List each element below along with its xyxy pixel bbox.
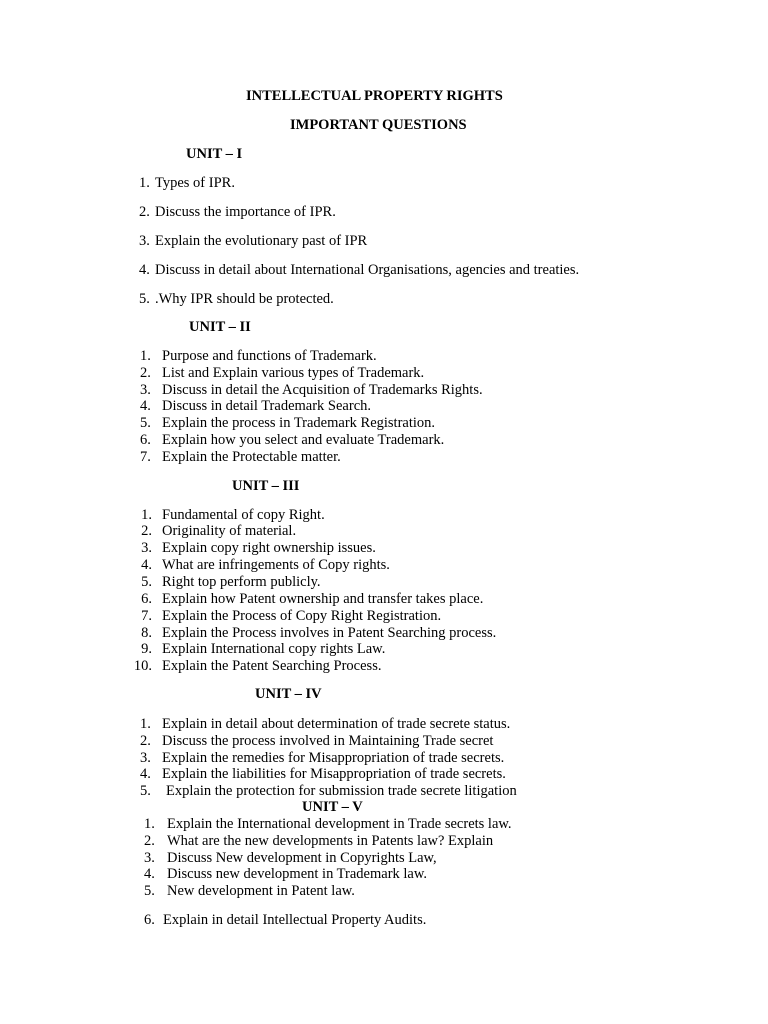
question-text: Explain the liabilities for Misappropriation of trade secrets. <box>162 766 506 782</box>
question-text: Explain International copy rights Law. <box>162 641 386 657</box>
question-number: 6. <box>140 432 151 448</box>
unit-heading: UNIT – V <box>302 799 363 815</box>
question-text: Types of IPR. <box>155 175 235 191</box>
question-number: 3. <box>141 540 152 556</box>
question-text: Explain the process in Trademark Registration. <box>162 415 436 431</box>
question-text: Discuss the importance of IPR. <box>155 204 336 220</box>
question-text: Explain how you select and evaluate Trademark. <box>162 432 445 448</box>
question-number: 8. <box>141 625 152 641</box>
question-text: Explain how Patent ownership and transfer takes place. <box>162 591 484 607</box>
question-number: 2. <box>140 365 151 381</box>
unit-heading: UNIT – IV <box>255 686 322 702</box>
question-number: 2. <box>141 523 152 539</box>
question-number: 7. <box>140 449 151 465</box>
question-number: 1. <box>144 816 155 832</box>
question-number: 6. <box>144 912 155 928</box>
question-text: Right top perform publicly. <box>162 574 321 590</box>
page-title: INTELLECTUAL PROPERTY RIGHTS <box>246 88 503 104</box>
question-number: 3. <box>144 850 155 866</box>
question-text: Discuss in detail the Acquisition of Trademarks Rights. <box>162 382 483 398</box>
question-number: 1. <box>140 348 151 364</box>
question-text: Discuss new development in Trademark law. <box>167 866 428 882</box>
question-text: Explain the International development in Trade secrets law. <box>167 816 512 832</box>
question-number: 5. <box>140 415 151 431</box>
question-text: Explain the evolutionary past of IPR <box>155 233 368 249</box>
question-number: 1. <box>139 175 150 191</box>
question-text: Explain the Process of Copy Right Registration. <box>162 608 442 624</box>
question-number: 3. <box>139 233 150 249</box>
question-number: 4. <box>140 766 151 782</box>
question-number: 4. <box>144 866 155 882</box>
question-number: 2. <box>144 833 155 849</box>
question-number: 9. <box>141 641 152 657</box>
question-number: 1. <box>141 507 152 523</box>
question-text: Explain the Patent Searching Process. <box>162 658 382 674</box>
question-number: 5. <box>139 291 150 307</box>
question-text: List and Explain various types of Trademark. <box>162 365 425 381</box>
question-text: Explain the Process involves in Patent Searching process. <box>162 625 497 641</box>
question-number: 4. <box>140 398 151 414</box>
question-text: What are the new developments in Patents law? Explain <box>167 833 494 849</box>
question-number: 6. <box>141 591 152 607</box>
question-text: Explain in detail Intellectual Property Audits. <box>163 912 427 928</box>
question-text: Explain the Protectable matter. <box>162 449 341 465</box>
question-number: 2. <box>139 204 150 220</box>
page-subtitle: IMPORTANT QUESTIONS <box>290 117 467 133</box>
question-number: 10. <box>133 658 152 674</box>
question-number: 5. <box>141 574 152 590</box>
question-text: Discuss New development in Copyrights Law, <box>167 850 437 866</box>
question-text: Originality of material. <box>162 523 297 539</box>
question-number: 4. <box>141 557 152 573</box>
question-number: 3. <box>140 382 151 398</box>
question-text: New development in Patent law. <box>167 883 355 899</box>
question-text: Discuss in detail about International Organisations, agencies and treaties. <box>155 262 580 278</box>
unit-heading: UNIT – II <box>189 319 251 335</box>
question-text: Explain the protection for submission trade secrete litigation <box>166 783 517 799</box>
question-text: Discuss the process involved in Maintaining Trade secret <box>162 733 494 749</box>
question-text: .Why IPR should be protected. <box>155 291 334 307</box>
question-text: Purpose and functions of Trademark. <box>162 348 377 364</box>
question-number: 3. <box>140 750 151 766</box>
unit-heading: UNIT – I <box>186 146 243 162</box>
question-number: 2. <box>140 733 151 749</box>
question-text: Discuss in detail Trademark Search. <box>162 398 372 414</box>
question-number: 7. <box>141 608 152 624</box>
unit-heading: UNIT – III <box>232 478 300 494</box>
question-text: Explain the remedies for Misappropriation of trade secrets. <box>162 750 505 766</box>
question-number: 4. <box>139 262 150 278</box>
question-text: Fundamental of copy Right. <box>162 507 325 523</box>
question-number: 1. <box>140 716 151 732</box>
question-text: Explain copy right ownership issues. <box>162 540 376 556</box>
question-text: What are infringements of Copy rights. <box>162 557 390 573</box>
question-number: 5. <box>144 883 155 899</box>
question-number: 5. <box>140 783 151 799</box>
question-text: Explain in detail about determination of trade secrete status. <box>162 716 511 732</box>
